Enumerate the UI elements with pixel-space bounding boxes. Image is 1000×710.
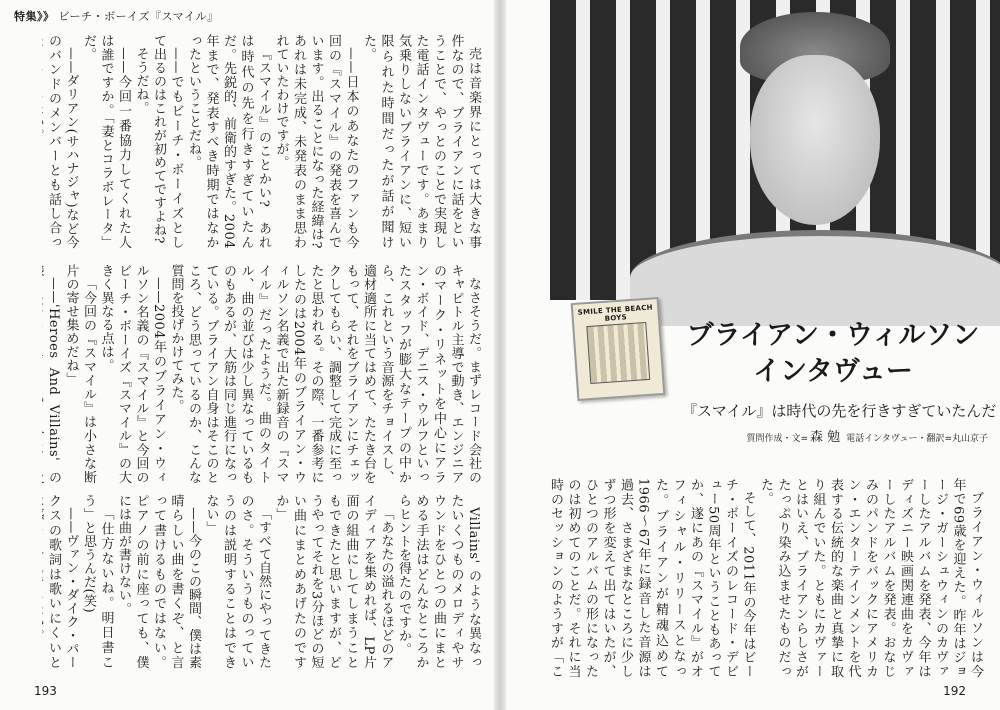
- body-paragraph: ブライアン・ウィルソンは今年で69歳を迎えた。昨年はジョージ・ガーシュウィンのカヴァーしたアルバムを発表、今年はディズニー映画関連曲をカヴァーしたアルバムを発表。おなじみのパンドをバックにアメリカン・エンターテインメントを代表する伝統的な楽曲と真摯に取り組んでいた。ともにカヴァーとはいえ、ブライアンらしさがたっぷり染み込ませたものだった。: [758, 478, 983, 678]
- left-column-tier-1: [42, 34, 482, 249]
- running-head-label: 特集》》: [14, 10, 55, 23]
- left-column-tier-3: [42, 494, 482, 669]
- credit-author: 森 勉: [810, 430, 841, 445]
- running-head-title: ビーチ・ボーイズ『スマイル』: [58, 10, 219, 23]
- body-paragraph: 「今回の『スマイル』は小さな断片の寄せ集めだね」: [63, 264, 96, 484]
- album-cover-title: SMILE THE BEACH BOYS: [577, 303, 654, 323]
- body-paragraph: Villains' のような異なったいくつものメロディやサウンドをひとつの曲にまとめる手法はどんなところからヒントを得たのですか。: [396, 494, 481, 669]
- body-paragraph: ——でもビーチ・ボーイズとして出るのはこれが初めてですよね?: [151, 34, 184, 249]
- body-paragraph: 「すべて自然にやってきたのさ。そういうものっていうのは説明することはできない」: [203, 494, 271, 669]
- photo-face-shape: [750, 55, 880, 225]
- album-cover-storefront: [586, 322, 650, 384]
- body-paragraph: ——今のこの瞬間、僕は素晴らしい曲を書くぞ、と言って書けるものではない。ピアノの前に座っても、僕には曲が書けない。: [116, 494, 201, 669]
- body-paragraph: ——日本のあなたのファンも今回の『スマイル』の発表を喜んでいます。出ることになった経緯は? あれは未完成、未発表のまま思われていたわけですが。: [273, 34, 359, 249]
- credit-author-label: 質問作成・文=: [746, 434, 809, 444]
- body-paragraph: ——ヴァン・ダイク・パークスの歌詞は歌いにくいと: [46, 494, 79, 669]
- book-gutter: [494, 0, 506, 710]
- body-paragraph: そして、2011年の今年はビーチ・ボーイズのレコード・デビュー50周年ということもあってか、遂にあの『スマイル』がオフィシャル・リリースとなった。ブライアンが精魂込めて1966〜67年に録音した音源は過去、さまざまなところに少しずつ形を変えて出てはいたが、ひとつのアルバムの形になったのは初めてのことだ。それに当時のセッションのようすが「こ: [548, 478, 756, 678]
- article-subtitle: 『スマイル』は時代の先を行きすぎていたんだ: [682, 402, 997, 420]
- article-title-line-2: インタヴュー: [753, 356, 913, 387]
- article-title: [678, 318, 988, 390]
- body-paragraph: なさそうだ。まずレコード会社のキャピトル主導で動き、エンジニアのマーク・リネットを中心にアラン・ボイド、デニス・ウルフといったスタッフが膨大なテープの中から、これという音源をチョイスし、適材適所に当てはめて、たたき台をもって、それをブライアンにチェックしてもらい、調整して完成に至ったと思われる。その際、一番参考にしたのは2004年のブライアン・ウィルソン名義で出た新録音の『スマイル』だったようだ。曲のタイトル、曲の並びは少し異なっているものもあるが、大筋は同じ進行になっている。ブライアン自身はそこのところ、どう思っているのか、こんな質問を投げかけてみた。: [168, 264, 481, 484]
- right-page: [506, 0, 1000, 710]
- article-title-line-1: ブライアン・ウィルソン: [686, 320, 980, 351]
- left-page: [0, 0, 494, 710]
- body-paragraph: そうだね。: [133, 47, 149, 115]
- body-paragraph: ——ダリアン(サハナジャ)など今のバンドのメンバーとも話し合っ: [46, 34, 79, 249]
- body-paragraph: 『スマイル』のことかい? あれは時代の先を行きすぎていたんだ。先鋭的、前衛的すぎた。2004年まで、発表すべき時期ではなかったということだね。: [186, 34, 271, 249]
- album-cover-image: [571, 297, 666, 401]
- article-credits: [686, 426, 988, 445]
- left-column-tier-2: [42, 264, 482, 484]
- right-column-body: [546, 478, 984, 678]
- body-paragraph: ——2004年のブライアン・ウィルソン名義の『スマイル』と今回のビーチ・ボーイズ『スマイル』の大きく異なる点は。: [98, 264, 166, 484]
- body-paragraph: 売は音楽界にとっては大きな事件なので、ブライアンに話をということで、やっとのことで実現した電話インタヴューです。あまり気乗りしないブライアンに、短い限られた時間だったが話が聞けた。: [361, 34, 481, 249]
- body-paragraph: ——今回一番協力してくれた人は誰ですか。「妻とコラボレータ」だ。: [81, 34, 131, 249]
- page-number-left: 193: [34, 684, 57, 698]
- body-paragraph: 「仕方ないね。明日書こう」と思うんだ(笑): [81, 494, 114, 669]
- photo-shirt-shape: [630, 230, 1000, 326]
- credit-interview: 電話インタヴュー・翻訳=丸山京子: [846, 434, 988, 444]
- portrait-photo: [550, 0, 1000, 300]
- body-paragraph: 「あなたの溢れるほどのアイディアを集めれば、LP片面の組曲にしてしまうこともできたと思いますが、どうやってそれを3分ほどの短い曲にまとめあげたのですか」: [273, 494, 394, 669]
- page-number-right: 192: [943, 684, 966, 698]
- running-head: [14, 8, 219, 24]
- body-paragraph: ——'Heroes And Villains' の: [46, 277, 61, 484]
